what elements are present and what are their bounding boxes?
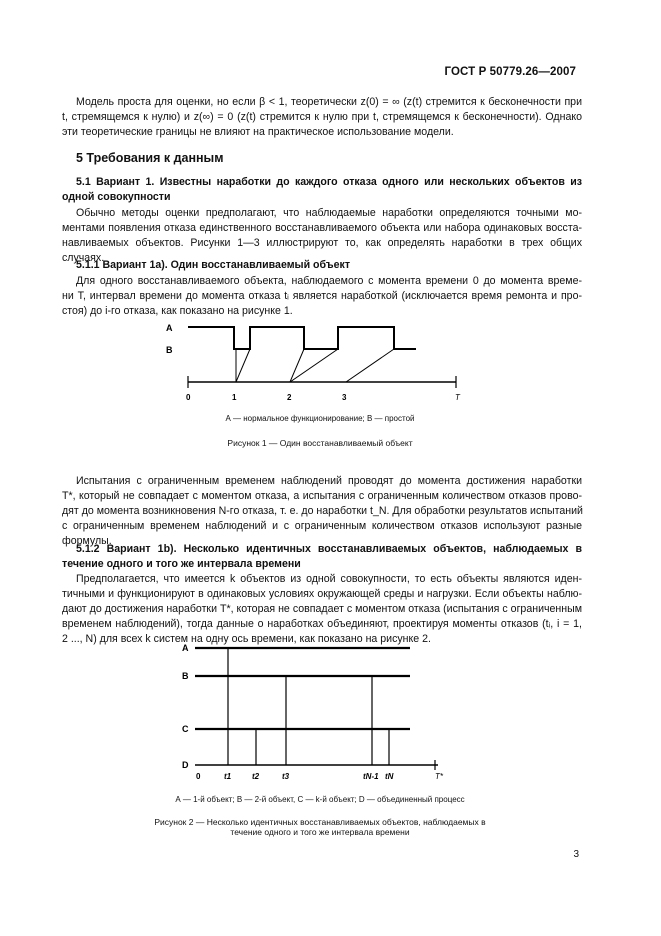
text-line: стоя) до i-го отказа, как показано на рисунке 1. [62, 305, 293, 317]
section-title: 5 Требования к данным [76, 151, 224, 165]
fig1-caption: Рисунок 1 — Один восстанавливаемый объект [227, 438, 413, 448]
fig2-caption [90, 817, 550, 837]
text-line: случаях. [62, 252, 105, 264]
paragraph-tests [62, 474, 582, 549]
text-line: дят до момента возникновения N-го отказа, т. е. до наработки t_N. Для обработки результатов испытаний [62, 505, 583, 517]
fig2-caption-line: течение одного и того же интервала времени [230, 827, 410, 837]
fig2-label-a: A [182, 643, 189, 653]
text-line: временем наблюдений), тогда данные о наработках объединяют, проектируя моменты отказов (tᵢ, i = 1, [62, 618, 582, 630]
fig1-tick-0: 0 [186, 393, 191, 402]
fig2-label-c: C [182, 724, 189, 734]
text-line: t, стремящемся к нулю) и z(∞) = 0 (z(t) стремится к нулю при t, стремящемся к бесконечности). Однако [62, 111, 582, 123]
text-line: ни T, интервал времени до момента отказа tᵢ является наработкой (исключается время ремонта и про- [62, 290, 582, 302]
subsection-5-1-2 [62, 542, 582, 572]
fig1-projection-line [236, 349, 250, 382]
fig1-tick-2: 2 [287, 393, 292, 402]
page-number: 3 [573, 849, 579, 860]
subsection-5-1-1 [62, 258, 582, 273]
fig2-tick-0: 0 [196, 772, 201, 781]
text-line: 2 ..., N) для всех k систем на одну ось времени, как показано на рисунке 2. [62, 633, 431, 645]
document-header: ГОСТ Р 50779.26—2007 [444, 66, 576, 78]
fig2-tick-t1: t1 [224, 772, 232, 781]
fig2-tick-tn: tN [385, 772, 394, 781]
fig1-label-b: B [166, 345, 173, 355]
paragraph-single [62, 274, 582, 319]
text-line: ментами появления отказа единственного восстанавливаемого объекта или набора одинаковых восста- [62, 222, 582, 234]
fig2-label-b: B [182, 671, 189, 681]
fig2-caption-line: Рисунок 2 — Несколько идентичных восстанавливаемых объектов, наблюдаемых в [154, 817, 486, 827]
text-line: 5.1 Вариант 1. Известны наработки до каждого отказа одного или нескольких объектов из [76, 176, 582, 188]
fig2-tick-t2: t2 [252, 772, 260, 781]
fig2-legend: А — 1-й объект; В — 2-й объект, С — k-й объект; D — объединенный процесс [175, 795, 465, 804]
text-line: 5.1.2 Вариант 1b). Несколько идентичных восстанавливаемых объектов, наблюдаемых в [76, 543, 582, 555]
fig1-projection-line [346, 349, 394, 382]
paragraph-model [62, 95, 582, 140]
text-line: Модель проста для оценки, но если β < 1, теоретически z(0) = ∞ (z(t) стремится к бесконечности при [76, 96, 582, 108]
fig1-tick-t: T [455, 393, 460, 402]
fig1-state-line [188, 327, 416, 349]
figure-2-diagram [170, 636, 470, 786]
text-line: Предполагается, что имеется k объектов из одной совокупности, то есть объекты являются иден- [76, 573, 582, 585]
fig1-label-a: A [166, 323, 173, 333]
text-line: тичными и функционируют в одинаковых условиях окружающей среды и нагрузки. Если объекты наблю- [62, 588, 582, 600]
fig1-tick-1: 1 [232, 393, 237, 402]
text-line: с ограниченным временем наблюдений и с ограниченным количеством отказов используют разные [62, 520, 582, 532]
text-line: навливаемых объектов. Рисунки 1—3 иллюстрируют то, как определять наработки в трех общих [62, 237, 582, 249]
subsection-5-1 [62, 175, 582, 205]
paragraph-methods [62, 206, 582, 266]
text-line: формулы. [62, 535, 112, 547]
text-line: течение одного и того же интервала времени [62, 558, 301, 570]
text-line: Для одного восстанавливаемого объекта, наблюдаемого с момента времени 0 до момента време- [76, 275, 582, 287]
fig2-tick-tn-1: tN-1 [363, 772, 379, 781]
text-line: дают до достижения наработки T*, которая не совпадает с моментом отказа (испытания с ограниченным [62, 603, 582, 615]
fig1-legend: А — нормальное функционирование; В — простой [225, 414, 415, 423]
text-line: Обычно методы оценки предполагают, что наблюдаемые наработки определяются точными мо- [76, 207, 582, 219]
text-line: эти теоретические границы не влияют на практическое использование модели. [62, 126, 454, 138]
figure-1-diagram [150, 318, 470, 408]
text-line: Испытания с ограниченным временем наблюдений проводят до момента достижения наработки [76, 475, 582, 487]
fig1-tick-3: 3 [342, 393, 347, 402]
fig2-tick-t3: t3 [282, 772, 290, 781]
text-line: одной совокупности [62, 191, 171, 203]
text-line: T*, который не совпадает с моментом отказа, а испытания с ограниченным количеством отказов прово- [62, 490, 582, 502]
fig2-tick-tstar: T* [435, 772, 443, 781]
fig2-label-d: D [182, 760, 189, 770]
text-line: 5.1.1 Вариант 1а). Один восстанавливаемый объект [76, 259, 351, 271]
